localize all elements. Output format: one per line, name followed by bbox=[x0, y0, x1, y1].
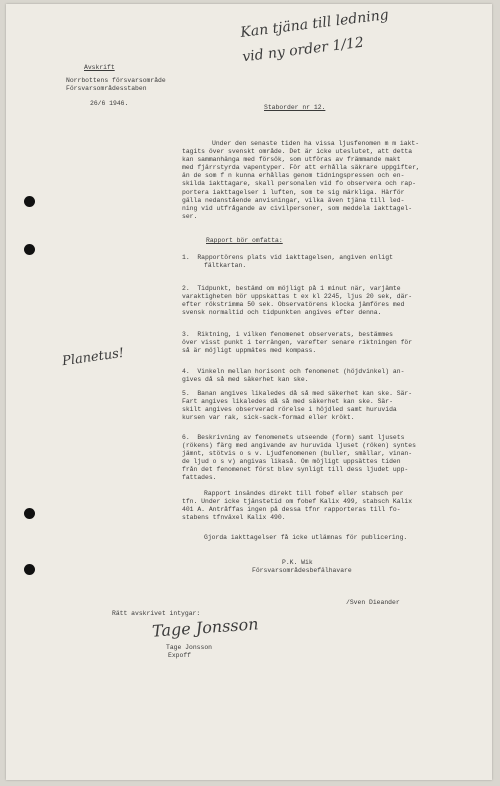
punch-hole bbox=[24, 508, 35, 519]
document-page bbox=[6, 4, 492, 780]
list-item bbox=[182, 331, 482, 355]
signatory-title: Försvarsområdesbefälhavare bbox=[252, 567, 352, 574]
text-line: 3. Riktning, i vilken fenomenet observerats, bestämmes bbox=[182, 331, 393, 338]
text-line: skilt angives observerad rörelse i höjdled samt huruvida bbox=[182, 406, 397, 414]
text-line: tagits över svenskt område. Det är icke uteslutet, att detta bbox=[182, 148, 413, 156]
text-line: 2. Tidpunkt, bestämd om möjligt på 1 minut när, varjämte bbox=[182, 285, 401, 292]
list-item bbox=[182, 285, 482, 317]
text-line: stabens tfnväxel Kalix 490. bbox=[182, 514, 286, 522]
text-line: över visst punkt i terrängen, varefter senare riktningen för bbox=[182, 339, 413, 347]
secretary-mark: /Sven Dieander bbox=[346, 599, 400, 606]
text-line: svensk normaltid och tidpunkten angives efter denna. bbox=[182, 309, 382, 317]
item-number: 6. bbox=[182, 434, 190, 441]
punch-hole bbox=[24, 244, 35, 255]
item-number: 1. bbox=[182, 254, 190, 261]
certifier-name: Tage Jonsson bbox=[166, 644, 213, 651]
section-heading: Rapport bör omfatta: bbox=[206, 237, 283, 244]
text-line: Rapport insändes direkt till fobef eller stabsch per bbox=[204, 490, 404, 497]
text-line: efter rökstrimma 50 sek. Observatörens klocka jämföres med bbox=[182, 301, 405, 309]
signatory-name: P.K. Wik bbox=[282, 559, 313, 566]
text-line: portera iakttagelser i luften, som te sig märkliga. Härför bbox=[182, 188, 405, 196]
list-item bbox=[182, 390, 482, 422]
list-item bbox=[182, 368, 482, 384]
certifier-role: Expoff bbox=[168, 652, 192, 659]
text-line: (rökens) färg med angivande av huruvida ljuset (röken) syntes bbox=[182, 442, 416, 450]
text-line: Fart angives likaledes då så med säkerhet kan ske. Sär- bbox=[182, 398, 393, 406]
text-line: skilda iakttagare, skall personalen vid fo observera och rap- bbox=[182, 180, 416, 188]
intro-paragraph bbox=[182, 140, 482, 221]
punch-hole bbox=[24, 196, 35, 207]
handwritten-margin-note: Planetus! bbox=[61, 345, 125, 370]
text-line: så är möjligt uppmätes med kompass. bbox=[182, 347, 317, 355]
text-line: gälla nedanstående anvisningar, vilka även tjäna till led- bbox=[182, 196, 405, 204]
text-line: 4. Vinkeln mellan horisont och fenomenet (höjdvinkel) an- bbox=[182, 368, 405, 375]
item-number: 5. bbox=[182, 390, 190, 397]
text-line: från det fenomenet först blev synligt till dess ljudet upp- bbox=[182, 466, 409, 474]
text-line: de ljud o s v) angivas likaså. Om möjligt uppsättes tiden bbox=[182, 458, 401, 466]
text-line: Under den senaste tiden ha vissa ljusfenomen m m iakt- bbox=[212, 140, 420, 147]
submission-paragraph bbox=[182, 490, 482, 522]
order-number: Staborder nr 12. bbox=[264, 104, 326, 111]
text-line: kan sammanhänga med försök, som utföras av främmande makt bbox=[182, 156, 401, 164]
signature: Tage Jonsson bbox=[151, 614, 260, 641]
text-line: tfn. Under icke tjänstetid om fobef Kalix 499, stabsch Kalix bbox=[182, 498, 413, 506]
text-line: kursen var rak, sick-sack-formad eller krökt. bbox=[182, 414, 355, 422]
text-line: än de som f n kunna erhållas genom tidningspressen och en- bbox=[182, 172, 405, 180]
text-line: fältkartan. bbox=[204, 262, 247, 270]
marking: Avskrift bbox=[84, 64, 115, 71]
item-number: 4. bbox=[182, 368, 190, 375]
item-number: 2. bbox=[182, 285, 190, 292]
date: 26/6 1946. bbox=[90, 100, 129, 107]
text-line: 1. Rapportörens plats vid iakttagelsen, angiven enligt bbox=[182, 254, 393, 261]
text-line: ser. bbox=[182, 212, 198, 220]
list-item bbox=[182, 254, 482, 270]
text-line: 5. Banan angives likaledes då så med säkerhet kan ske. Sär- bbox=[182, 390, 413, 397]
organisation-line: Norrbottens försvarsområde bbox=[66, 77, 166, 84]
text-line: 401 A. Antråffas ingen på dessa tfnr rapporteras till fo- bbox=[182, 506, 401, 514]
text-line: ning vid utfrågande av civilpersoner, som meddela iakttagel- bbox=[182, 204, 413, 212]
text-line: 6. Beskrivning av fenomenets utseende (form) samt ljusets bbox=[182, 434, 405, 441]
list-item bbox=[182, 434, 482, 483]
organisation-line: Försvarsområdesstaben bbox=[66, 85, 147, 92]
certification-label: Rätt avskrivet intygar: bbox=[112, 610, 201, 617]
text-line: jämnt, stötvis o s v. Ljudfenomenen (buller, smällar, vinan- bbox=[182, 450, 413, 458]
handwritten-note-top: Kan tjäna till ledning bbox=[239, 6, 390, 42]
text-line: gives då så med säkerhet kan ske. bbox=[182, 376, 309, 384]
item-number: 3. bbox=[182, 331, 190, 338]
handwritten-note-top: vid ny order 1/12 bbox=[241, 34, 365, 66]
text-line: med fjärrstyrda vapentyper. För att erhålla säkrare uppgifter, bbox=[182, 164, 420, 172]
text-line: varaktigheten bör uppskattas t ex kl 2245, ljus 20 sek, där- bbox=[182, 293, 413, 301]
text-line: fattades. bbox=[182, 474, 217, 482]
publicity-note: Gjorda iakttagelser få icke utlämnas för publicering. bbox=[204, 534, 408, 541]
punch-hole bbox=[24, 564, 35, 575]
